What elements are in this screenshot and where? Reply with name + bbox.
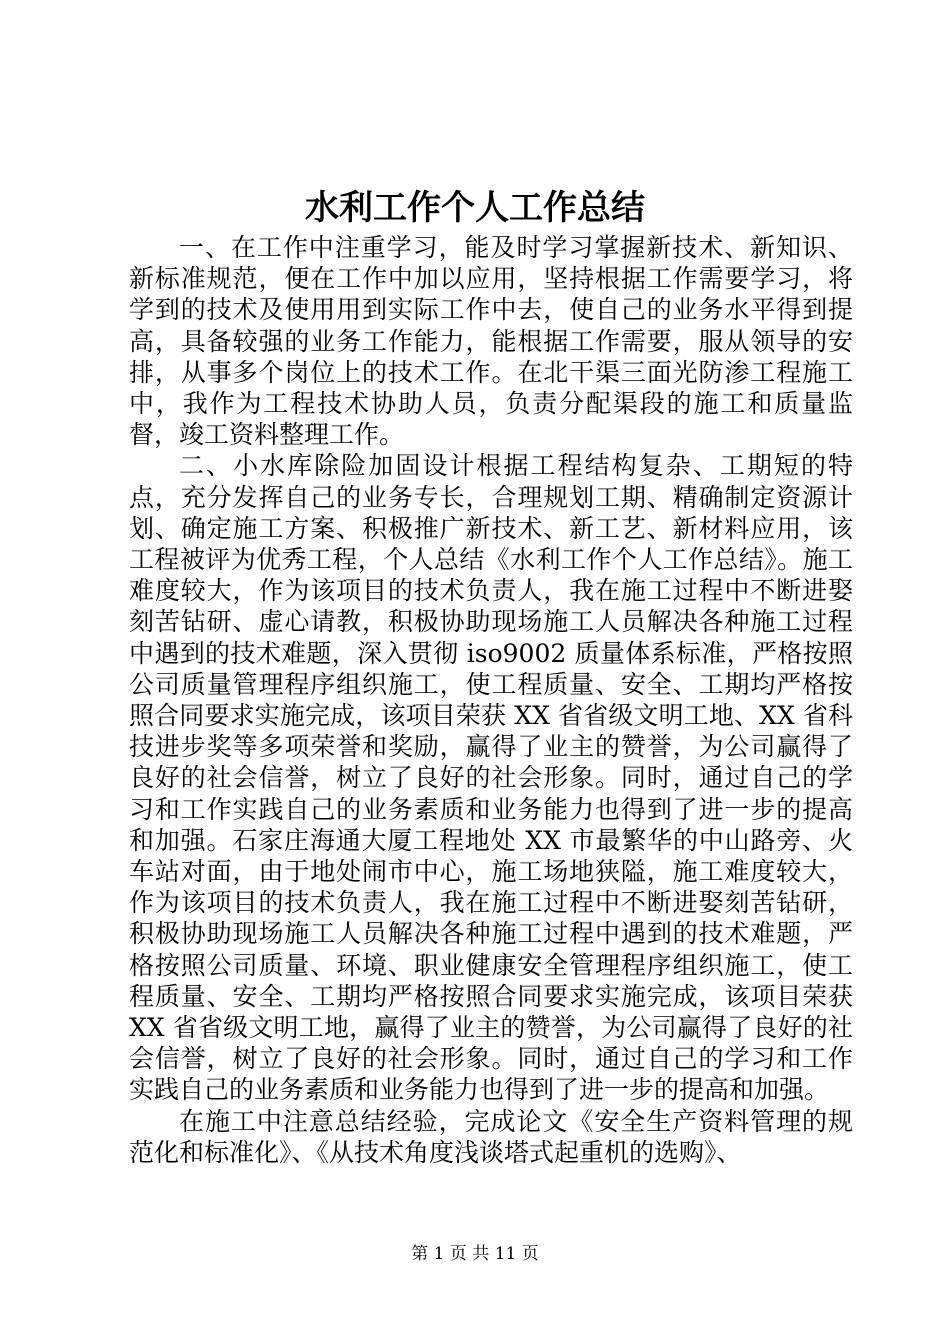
paragraph-1: 一、在工作中注重学习，能及时学习掌握新技术、新知识、新标准规范，便在工作中加以应用，坚持根据工作需要学习，将学到的技术及使用用到实际工作中去，使自己的业务水平得到提高，具备较强的业务工作能力，能根据工作需要，服从领导的安排，从事多个岗位上的技术工作。在北干渠三面光防渗工程施工中，我作为工程技术协助人员，负责分配渠段的施工和质量监督，竣工资料整理工作。 bbox=[129, 233, 853, 450]
document-title: 水利工作个人工作总结 bbox=[305, 188, 645, 228]
page-number-footer: 第 1 页 共 11 页 bbox=[411, 1244, 539, 1264]
paragraph-2: 二、小水库除险加固设计根据工程结构复杂、工期短的特点，充分发挥自己的业务专长，合理规划工期、精确制定资源计划、确定施工方案、积极推广新技术、新工艺、新材料应用，该工程被评为优秀工程，个人总结《水利工作个人工作总结》。施工难度较大，作为该项目的技术负责人，我在施工过程中不断进娶刻苦钻研、虚心请教，积极协助现场施工人员解决各种施工过程中遇到的技术难题，深入贯彻 iso9002 质量体系标准，严格按照公司质量管理程序组织施工，使工程质量、安全、工期均严格按照合同要求实施完成，该项目荣获 XX 省省级文明工地、XX 省科技进步奖等多项荣誉和奖励，赢得了业主的赞誉，为公司赢得了良好的社会信誉，树立了良好的社会形象。同时，通过自己的学习和工作实践自己的业务素质和业务能力也得到了进一步的提高和加强。石家庄海通大厦工程地处 XX 市最繁华的中山路旁、火车站对面，由于地处闹市中心，施工场地狭隘，施工难度较大，作为该项目的技术负责人，我在施工过程中不断进娶刻苦钻研，积极协助现场施工人员解决各种施工过程中遇到的技术难题，严格按照公司质量、环境、职业健康安全管理程序组织施工，使工程质量、安全、工期均严格按照合同要求实施完成，该项目荣获 XX 省省级文明工地，赢得了业主的赞誉，为公司赢得了良好的社会信誉，树立了良好的社会形象。同时，通过自己的学习和工作实践自己的业务素质和业务能力也得到了进一步的提高和加强。 bbox=[129, 451, 853, 1105]
paragraph-3: 在施工中注意总结经验，完成论文《安全生产资料管理的规范化和标准化》、《从技术角度浅谈塔式起重机的选购》、 bbox=[129, 1106, 853, 1167]
document-body bbox=[129, 232, 853, 1168]
